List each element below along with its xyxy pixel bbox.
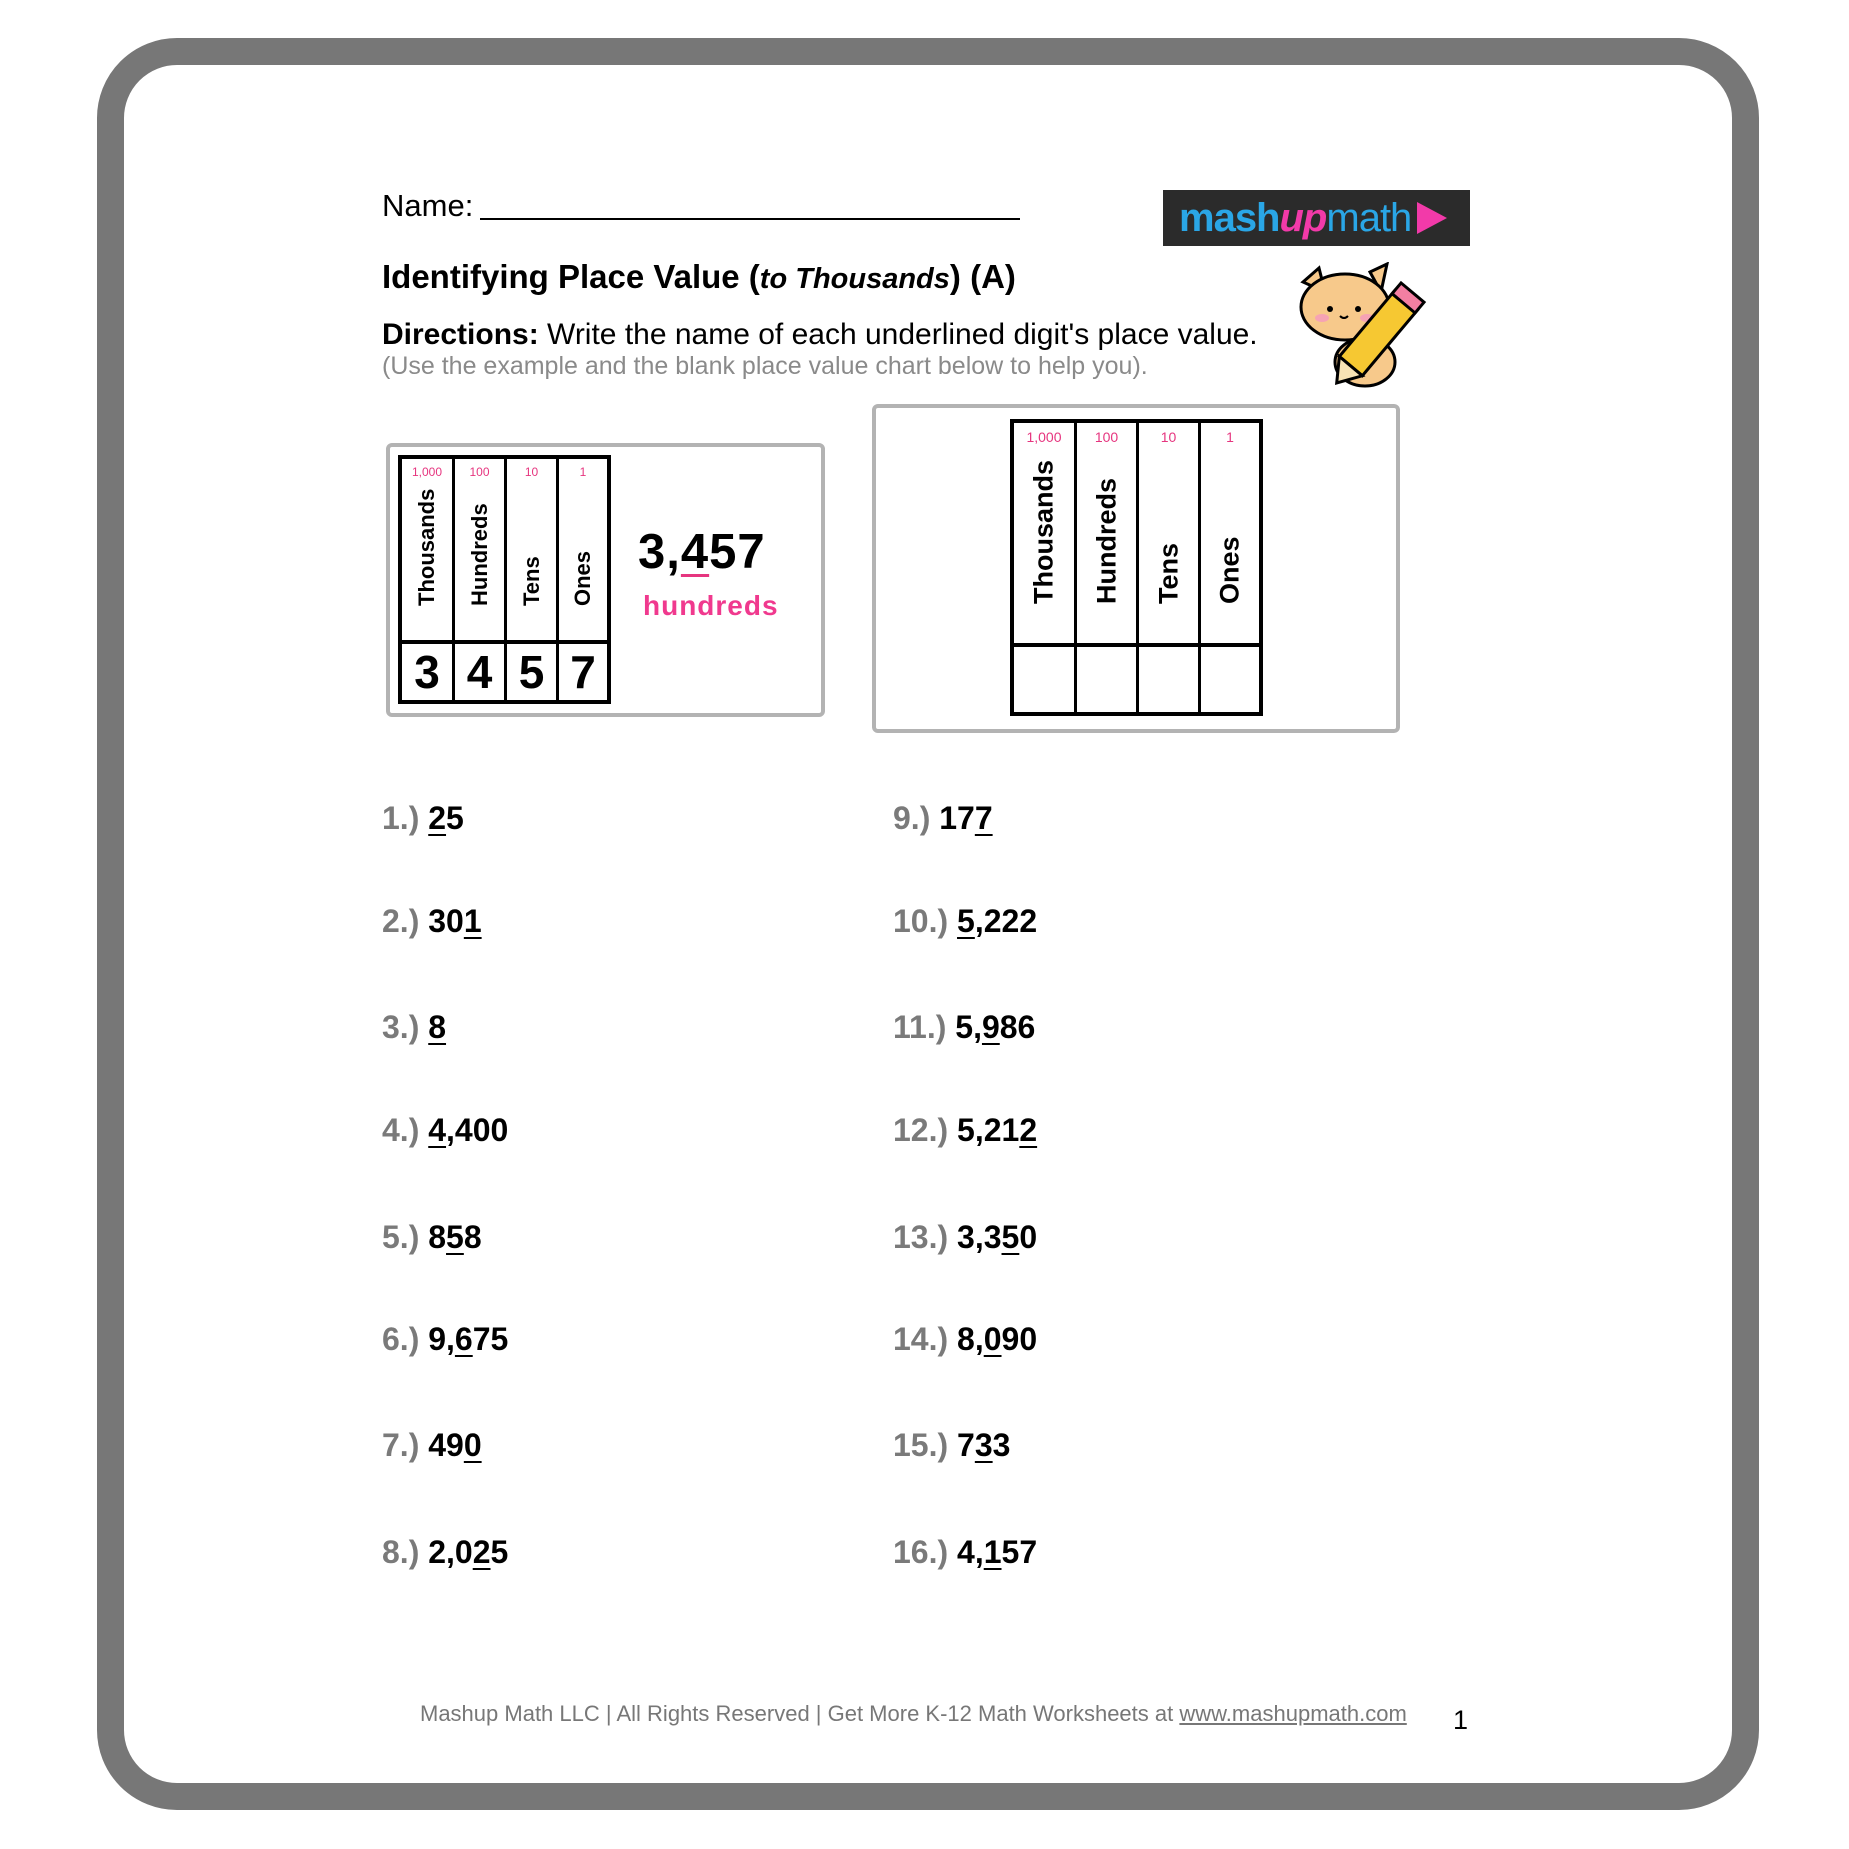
question-number: 8.) xyxy=(382,1534,420,1570)
digit-cell: 3 xyxy=(414,646,440,698)
question-item xyxy=(382,1534,508,1571)
example-number: 3,457 xyxy=(638,525,766,579)
underlined-digit: 5 xyxy=(1001,1219,1020,1255)
underlined-digit: 7 xyxy=(974,800,993,836)
blank-cell xyxy=(1077,647,1136,712)
question-item xyxy=(893,1534,1037,1571)
underlined-digit: 0 xyxy=(463,1427,482,1463)
question-value: 9,675 xyxy=(428,1321,509,1357)
question-item xyxy=(382,1219,482,1256)
chart-column: 10 Tens xyxy=(1139,423,1201,712)
question-value: 4,400 xyxy=(428,1112,509,1148)
question-number: 3.) xyxy=(382,1009,420,1045)
question-value: 4,157 xyxy=(957,1534,1038,1570)
directions: Directions: Write the name of each underlined digit's place value. xyxy=(382,318,1258,351)
question-item xyxy=(382,1321,508,1358)
question-value: 3,350 xyxy=(957,1219,1038,1255)
blank-place-value-chart xyxy=(1010,419,1263,716)
cat-pencil-mascot xyxy=(1295,262,1430,392)
question-value xyxy=(428,1009,446,1045)
name-line xyxy=(480,218,1020,220)
page-number: 1 xyxy=(1453,1705,1469,1735)
question-number: 13.) xyxy=(893,1219,949,1255)
underlined-digit: 6 xyxy=(454,1321,473,1357)
question-item xyxy=(382,1427,482,1464)
underlined-digit: 2 xyxy=(1019,1112,1038,1148)
name-label: Name: xyxy=(382,188,474,223)
question-value: 5,986 xyxy=(955,1009,1036,1045)
question-number: 7.) xyxy=(382,1427,420,1463)
question-value: 2,025 xyxy=(428,1534,509,1570)
underlined-digit: 9 xyxy=(981,1009,1000,1045)
chart-column: 100 Hundreds 4 xyxy=(455,459,507,700)
underlined-digit: 3 xyxy=(974,1427,993,1463)
example-answer: hundreds xyxy=(643,590,779,621)
blank-cell xyxy=(1201,647,1259,712)
mashupmath-logo: mash up math xyxy=(1163,190,1470,246)
digit-cell: 4 xyxy=(466,646,493,698)
chart-column: 1,000 Thousands xyxy=(1014,423,1077,712)
question-item xyxy=(893,1009,1035,1046)
directions-subtext: (Use the example and the blank place value chart below to help you). xyxy=(382,352,1148,380)
question-number: 5.) xyxy=(382,1219,420,1255)
question-number: 11.) xyxy=(893,1009,947,1045)
underlined-digit: 1 xyxy=(983,1534,1002,1570)
question-value: 858 xyxy=(428,1219,482,1255)
underlined-digit: 8 xyxy=(428,1009,447,1045)
example-place-value-chart xyxy=(398,455,611,704)
underlined-digit: 0 xyxy=(983,1321,1002,1357)
question-value: 5,212 xyxy=(957,1112,1038,1148)
question-value: 25 xyxy=(428,800,464,836)
question-item xyxy=(382,1009,446,1046)
question-number: 10.) xyxy=(893,903,949,939)
blank-cell xyxy=(1139,647,1198,712)
underlined-digit: 5 xyxy=(957,903,975,939)
question-number: 15.) xyxy=(893,1427,949,1463)
chart-column: 10 Tens 5 xyxy=(507,459,559,700)
underlined-digit: 2 xyxy=(428,800,447,836)
question-value: 8,090 xyxy=(957,1321,1038,1357)
question-item xyxy=(382,903,482,940)
blank-cell xyxy=(1014,647,1074,712)
question-item xyxy=(382,800,464,837)
question-number: 2.) xyxy=(382,903,420,939)
digit-cell: 5 xyxy=(518,646,545,698)
underlined-digit: 4 xyxy=(428,1112,447,1148)
question-number: 12.) xyxy=(893,1112,949,1148)
underlined-digit: 5 xyxy=(446,1219,464,1255)
question-item xyxy=(893,1219,1037,1256)
footer: Mashup Math LLC | All Rights Reserved | Get More K-12 Math Worksheets at www.mashupmath.com xyxy=(420,1701,1407,1726)
question-item xyxy=(893,903,1037,940)
question-value: 5,222 xyxy=(957,903,1038,939)
worksheet-title: Identifying Place Value (to Thousands) (A) xyxy=(382,258,1016,295)
question-value: 490 xyxy=(428,1427,482,1463)
underlined-digit: 2 xyxy=(472,1534,491,1570)
question-value: 733 xyxy=(957,1427,1011,1463)
chart-column: 1 Ones xyxy=(1201,423,1259,712)
question-value: 177 xyxy=(939,800,993,836)
question-value: 301 xyxy=(428,903,482,939)
question-item xyxy=(893,800,993,837)
question-number: 6.) xyxy=(382,1321,420,1357)
question-number: 14.) xyxy=(893,1321,949,1357)
question-number: 16.) xyxy=(893,1534,949,1570)
question-item xyxy=(893,1427,1010,1464)
digit-cell: 7 xyxy=(570,646,596,698)
play-icon xyxy=(1417,202,1447,234)
chart-column: 1,000 Thousands 3 xyxy=(402,459,455,700)
question-item xyxy=(893,1112,1037,1149)
chart-column: 100 Hundreds xyxy=(1077,423,1139,712)
question-item xyxy=(893,1321,1037,1358)
underlined-digit: 1 xyxy=(463,903,482,939)
question-number: 1.) xyxy=(382,800,420,836)
footer-link[interactable]: www.mashupmath.com xyxy=(1179,1701,1407,1726)
chart-column: 1 Ones 7 xyxy=(559,459,607,700)
question-number: 9.) xyxy=(893,800,931,836)
question-item xyxy=(382,1112,508,1149)
question-number: 4.) xyxy=(382,1112,420,1148)
